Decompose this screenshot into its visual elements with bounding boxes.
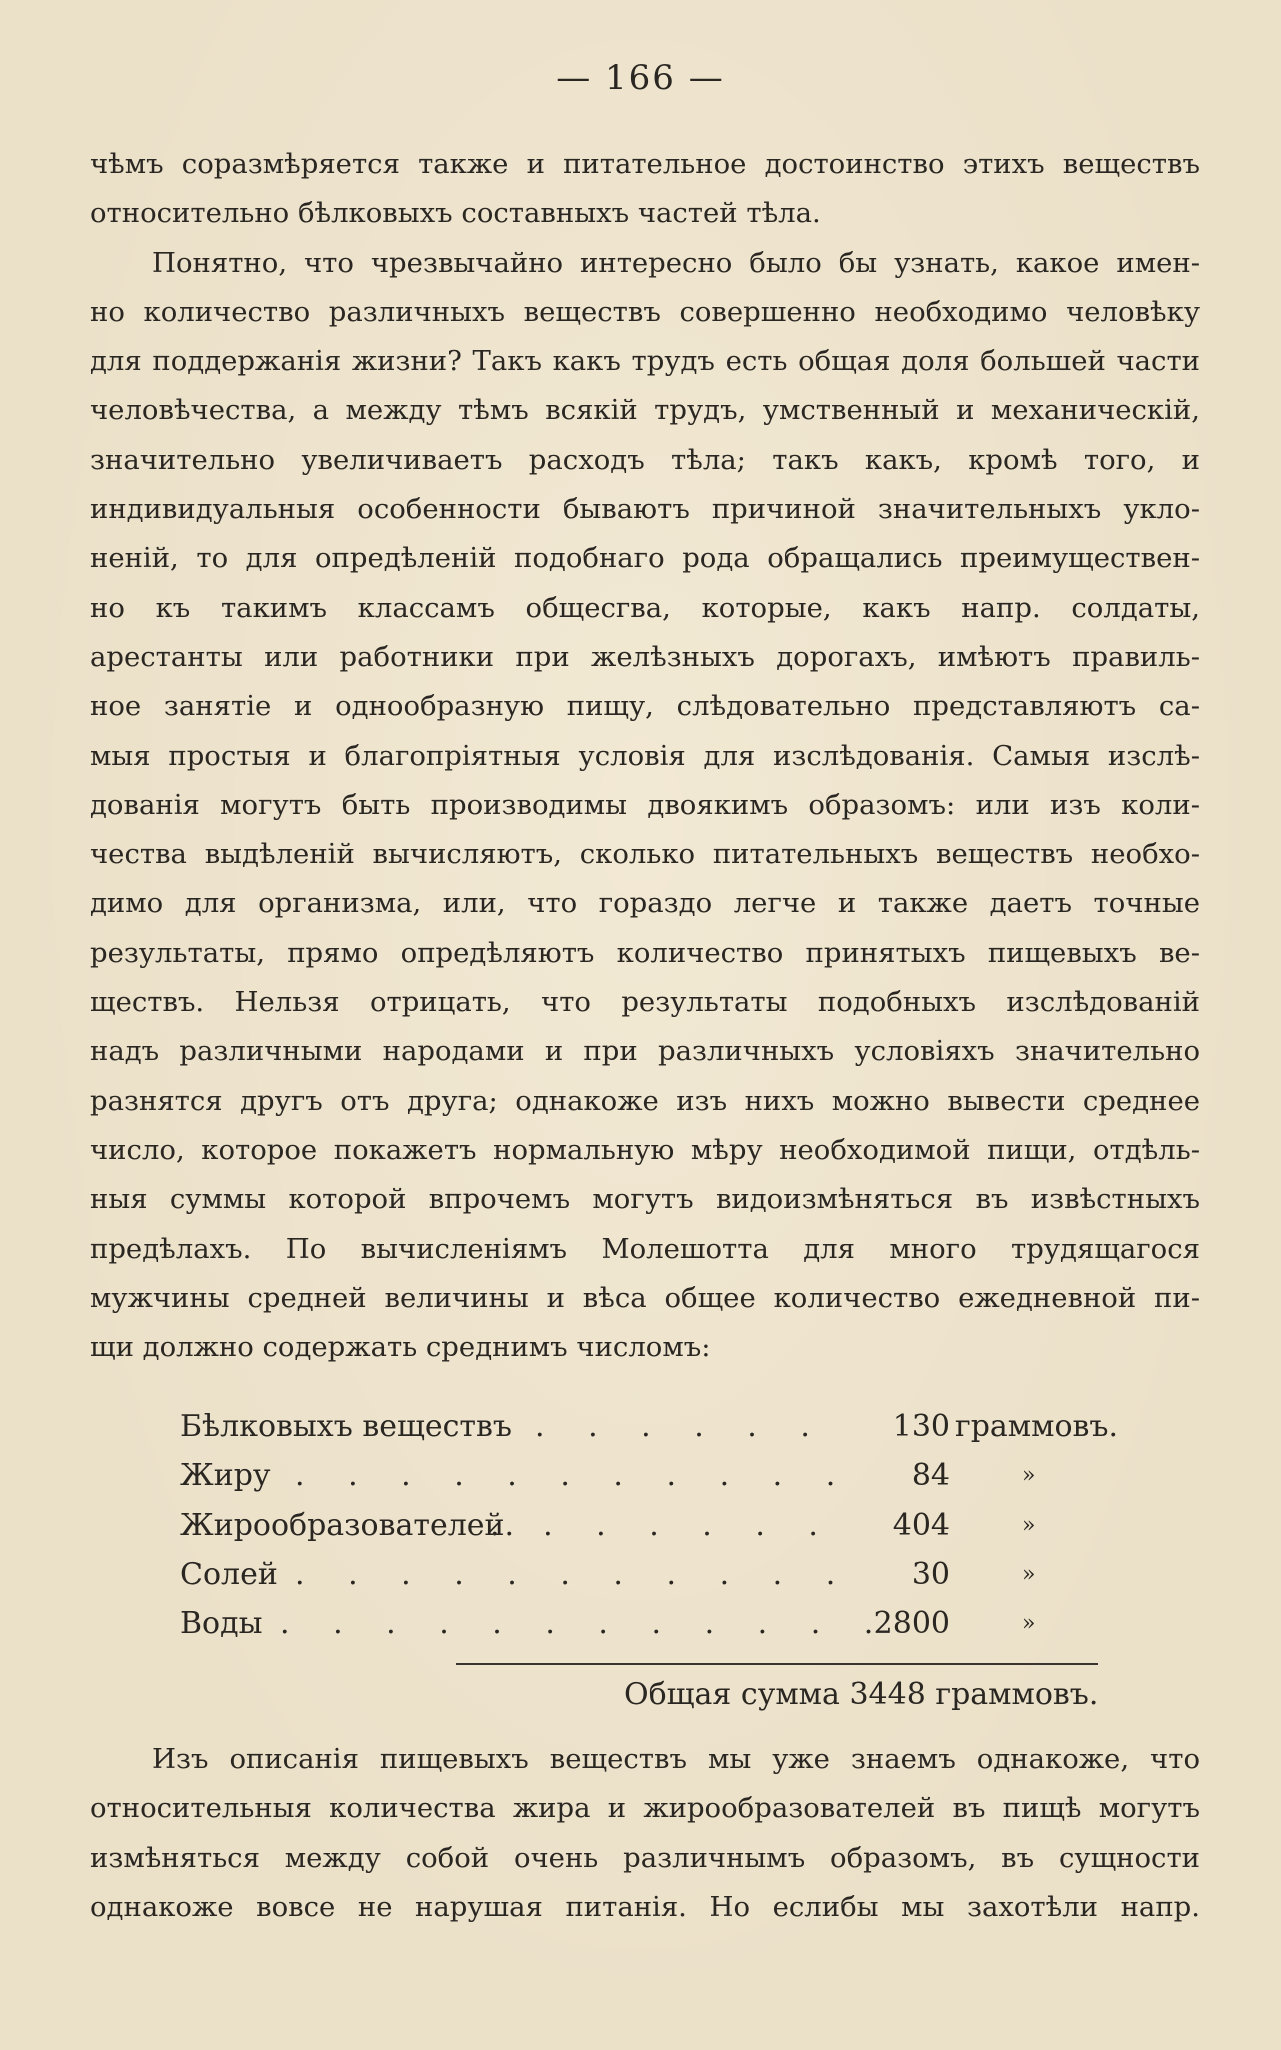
text-line: разнятся другъ отъ друга; однакоже изъ нихъ можно вывести среднее [90,1084,1200,1117]
row-value: 30 [911,1556,950,1592]
row-value: 130 [892,1409,950,1444]
text-line: однакоже вовсе не нарушая питанія. Но еслибы мы захотѣли напр. [90,1890,1200,1923]
total-label: Общая сумма [624,1677,840,1712]
text-line: относительно бѣлковыхъ составныхъ частей тѣла. [90,197,821,230]
ditto-mark: » [1022,1611,1036,1637]
leader-dots: . . . . . . . . . . . [295,1556,853,1592]
row-unit: граммовъ. [955,1409,1119,1444]
text-line: ныя суммы которой впрочемъ могутъ видоизмѣняться въ извѣстныхъ [90,1183,1200,1216]
text-line: индивидуальныя особенности бываютъ причиной значительныхъ укло- [90,493,1200,526]
text-line: значительно увеличиваетъ расходъ тѣла; такъ какъ, кромѣ того, и [90,443,1200,476]
text-line: неній, то для опредѣленій подобнаго рода обращались преимуществен- [90,542,1200,575]
row-label: Воды [180,1606,263,1642]
row-label: Жиру [180,1458,271,1494]
text-line: Изъ описанія пищевыхъ веществъ мы уже знаемъ однакоже, что [152,1743,1200,1775]
ditto-mark: » [1022,1463,1036,1489]
text-line: для поддержанія жизни? Такъ какъ трудъ есть общая доля большей части [90,345,1200,378]
table-row [180,1550,1120,1599]
table-row [180,1402,1120,1451]
leader-dots: . . . . . . . . . . . . [280,1606,891,1642]
total-row [624,1670,1098,1719]
row-value: 404 [892,1507,950,1543]
table-row [180,1451,1120,1500]
text-line: мыя простыя и благопріятныя условія для изслѣдованія. Самыя изслѣ- [90,739,1200,772]
text-line: результаты, прямо опредѣляютъ количество принятыхъ пищевыхъ ве- [90,936,1200,969]
table-row [180,1501,1120,1550]
text-line: надъ различными народами и при различныхъ условіяхъ значительно [90,1035,1200,1068]
text-line: Понятно, что чрезвычайно интересно было бы узнать, какое имен- [152,246,1200,279]
total-unit: граммовъ. [935,1677,1099,1712]
row-label: Жирообразователей. [180,1507,515,1543]
text-line: предѣлахъ. По вычисленіямъ Молешотта для много трудящагося [90,1232,1200,1265]
sum-rule [456,1663,1098,1665]
ditto-mark: » [1022,1561,1036,1587]
table-row [180,1599,1120,1648]
row-value: 2800 [873,1606,950,1642]
text-line: ное занятіе и однообразную пищу, слѣдовательно представляютъ са- [90,690,1200,723]
text-line: относительныя количества жира и жирообразователей въ пищѣ могутъ [90,1792,1200,1825]
ditto-mark: » [1022,1512,1036,1538]
text-line: димо для организма, или, что гораздо легче и также даетъ точные [90,887,1200,920]
text-line: человѣчества, а между тѣмъ всякій трудъ, умственный и механическій, [90,394,1200,427]
leader-dots: . . . . . . [535,1409,827,1444]
closing-text [90,1735,1200,1932]
total-value: 3448 [849,1677,926,1712]
text-line: дованія могутъ быть производимы двоякимъ образомъ: или изъ коли- [90,788,1200,821]
row-label: Солей [180,1556,278,1592]
leader-dots: . . . . . . . . . . . [295,1458,853,1494]
nutrition-table [180,1402,1120,1648]
text-line: мужчины средней величины и вѣса общее количество ежедневной пи- [90,1281,1200,1314]
text-line: измѣняться между собой очень различнымъ образомъ, въ сущности [90,1841,1200,1874]
row-label: Бѣлковыхъ веществъ [180,1409,512,1444]
main-text [90,140,1200,1372]
text-line: арестанты или работники при желѣзныхъ дорогахъ, имѣютъ правиль- [90,640,1200,673]
text-line: щи должно содержать среднимъ числомъ: [90,1331,711,1364]
text-line: чѣмъ соразмѣряется также и питательное достоинство этихъ веществъ [90,148,1200,180]
text-line: но къ такимъ классамъ общесгва, которые, какъ напр. солдаты, [90,591,1200,624]
text-line: чества выдѣленій вычисляютъ, сколько питательныхъ веществъ необхо- [90,838,1200,871]
text-line: но количество различныхъ веществъ совершенно необходимо человѣку [90,295,1200,328]
leader-dots: . . . . . . . [490,1507,835,1543]
row-value: 84 [911,1458,950,1494]
text-line: число, которое покажетъ нормальную мѣру необходимой пищи, отдѣль- [90,1133,1200,1166]
text-line: ществъ. Нельзя отрицать, что результаты подобныхъ изслѣдованій [90,986,1200,1019]
page-number: — 166 — [556,58,725,98]
